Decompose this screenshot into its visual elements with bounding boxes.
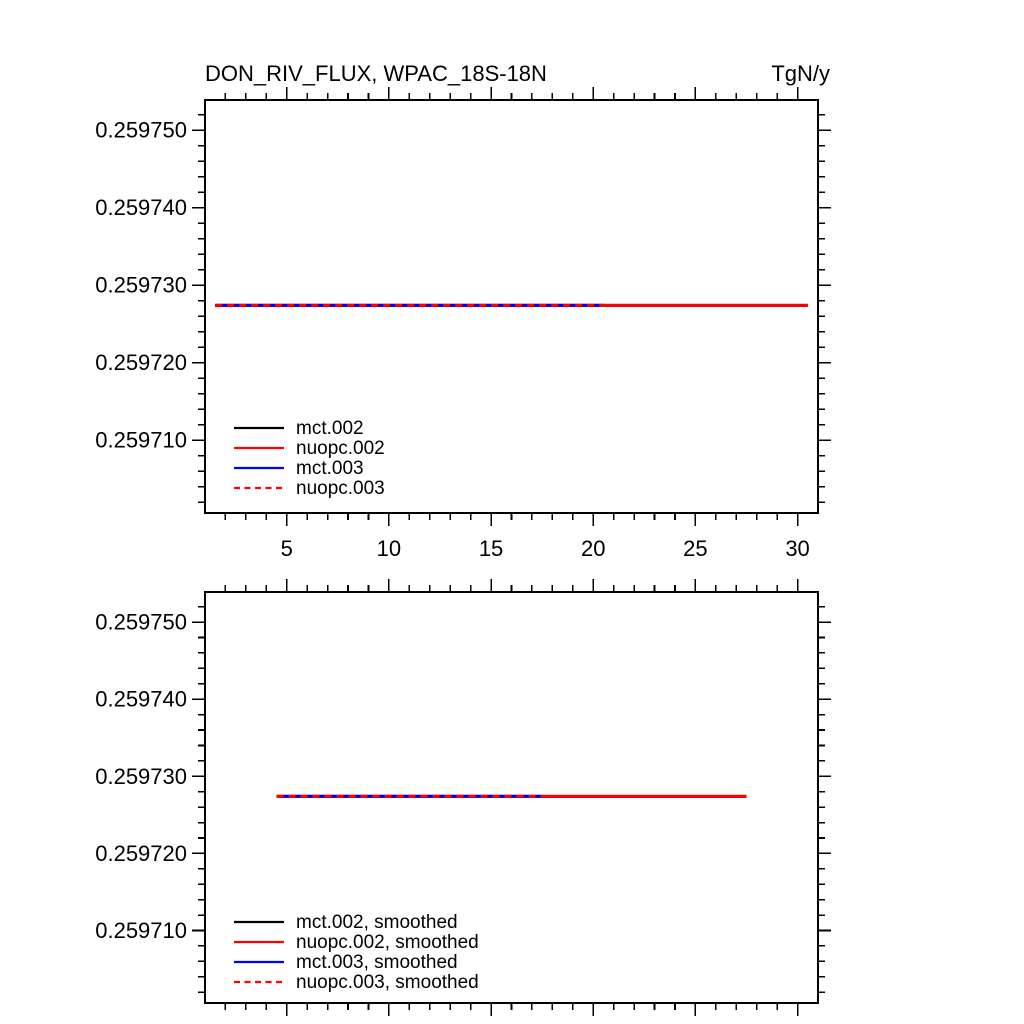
- legend-label: mct.002: [296, 418, 364, 439]
- legend-label: nuopc.002: [296, 438, 385, 459]
- legend-label: nuopc.002, smoothed: [296, 932, 479, 953]
- y-tick-label: 0.259710: [95, 918, 187, 944]
- legend-label: mct.002, smoothed: [296, 912, 458, 933]
- units-label: TgN/y: [771, 61, 830, 86]
- x-tick-label: 30: [785, 536, 810, 561]
- bottom-chart: [95, 579, 831, 1016]
- legend-label: mct.003: [296, 458, 364, 479]
- plot-title: DON_RIV_FLUX, WPAC_18S-18N: [205, 61, 547, 86]
- legend-label: nuopc.003, smoothed: [296, 972, 479, 993]
- x-tick-label: 5: [280, 536, 293, 561]
- y-tick-label: 0.259750: [95, 117, 187, 143]
- legend-label: nuopc.003: [296, 478, 385, 499]
- top-chart: [95, 87, 831, 561]
- legend-label: mct.003, smoothed: [296, 952, 458, 973]
- x-tick-label: 20: [580, 536, 606, 561]
- y-tick-label: 0.259710: [95, 427, 187, 453]
- y-tick-label: 0.259740: [95, 195, 187, 221]
- x-tick-label: 15: [478, 536, 504, 561]
- y-tick-label: 0.259730: [95, 763, 187, 789]
- x-tick-label: 25: [683, 536, 708, 561]
- y-tick-label: 0.259720: [95, 350, 187, 376]
- y-tick-label: 0.259740: [95, 686, 187, 712]
- y-tick-label: 0.259730: [95, 272, 187, 298]
- x-tick-label: 10: [376, 536, 402, 561]
- y-tick-label: 0.259750: [95, 609, 187, 635]
- y-tick-label: 0.259720: [95, 840, 187, 866]
